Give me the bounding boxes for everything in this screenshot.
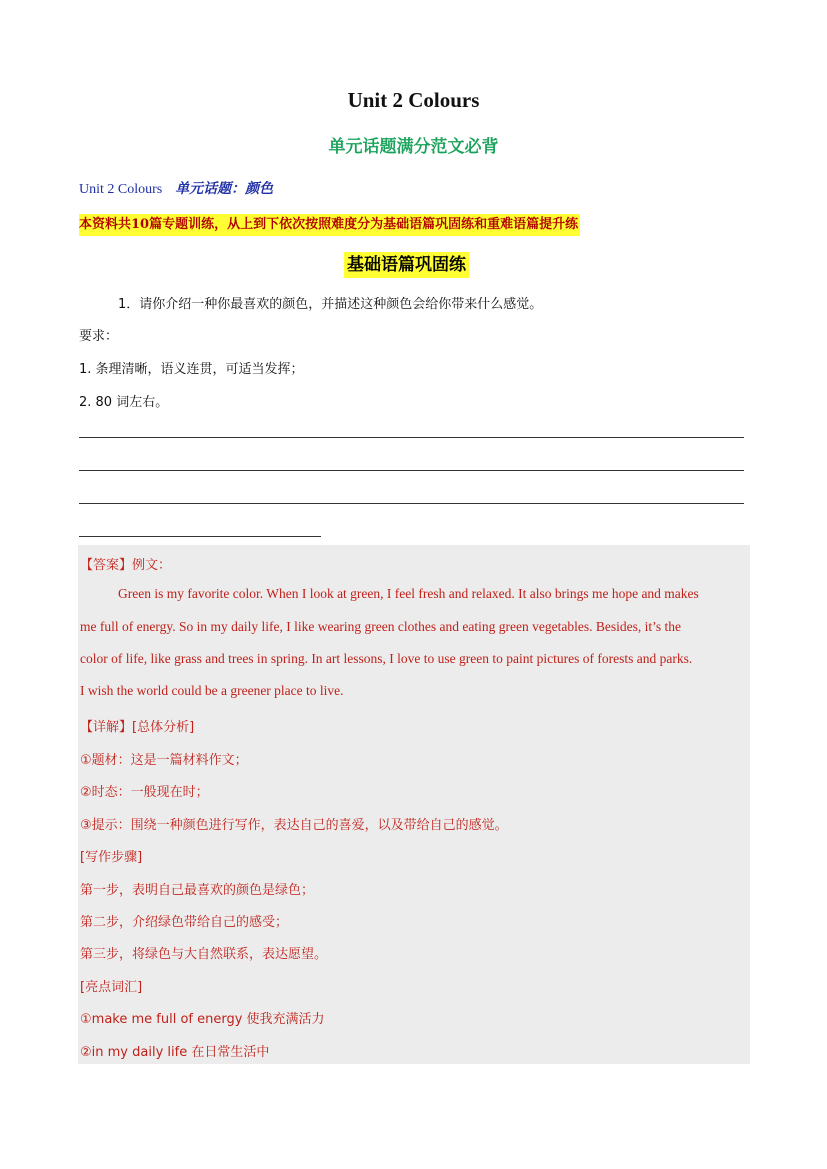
essay-line: me full of energy. So in my daily life, I like wearing green clothes and eating green vegetables. Besides, it’s the: [80, 619, 681, 634]
answer-writing-line[interactable]: [79, 437, 744, 438]
analysis-item: ②时态：一般现在时；: [80, 785, 209, 800]
requirements-label: 要求：: [79, 329, 119, 344]
requirement-1: 1. 条理清晰，语义连贯，可适当发挥；: [79, 362, 304, 377]
analysis-item: ①题材：这是一篇材料作文；: [80, 753, 248, 768]
essay-line: Green is my favorite color. When I look at green, I feel fresh and relaxed. It also brings me hope and makes: [118, 586, 699, 601]
essay-line: color of life, like grass and trees in spring. In art lessons, I love to use green to paint pictures of forests and parks.: [80, 651, 693, 666]
page-title: Unit 2 Colours: [347, 88, 480, 112]
step-item: 第二步，介绍绿色带给自己的感受；: [80, 915, 289, 930]
unit-topic: 单元话题：颜色: [175, 181, 274, 197]
step-item: 第一步，表明自己最喜欢的颜色是绿色；: [80, 883, 315, 898]
question-prompt: 1．请你介绍一种你最喜欢的颜色，并描述这种颜色会给你带来什么感觉。: [118, 297, 543, 312]
unit-topic-line: [79, 178, 273, 198]
vocab-item: ②in my daily life 在日常生活中: [80, 1045, 270, 1060]
section-heading: 基础语篇巩固练: [344, 252, 469, 278]
detail-label: 【详解】[总体分析]: [80, 720, 195, 735]
step-item: 第三步，将绿色与大自然联系，表达愿望。: [80, 947, 328, 962]
steps-label: [写作步骤]: [80, 850, 143, 865]
requirement-2: 2. 80 词左右。: [79, 395, 169, 410]
answer-label: 【答案】例文：: [80, 558, 172, 573]
page-subtitle: 单元话题满分范文必背: [328, 137, 499, 157]
essay-line: I wish the world could be a greener place to live.: [80, 683, 344, 698]
vocab-label: [亮点词汇]: [80, 980, 143, 995]
material-notice: 本资料共10篇专题训练，从上到下依次按照难度分为基础语篇巩固练和重难语篇提升练: [79, 214, 580, 236]
answer-writing-line[interactable]: [79, 503, 744, 504]
answer-writing-line[interactable]: [79, 536, 321, 537]
vocab-item: ①make me full of energy 使我充满活力: [80, 1012, 325, 1027]
answer-writing-line[interactable]: [79, 470, 744, 471]
unit-name: Unit 2 Colours: [79, 182, 163, 197]
analysis-item: ③提示：围绕一种颜色进行写作，表达自己的喜爱，以及带给自己的感觉。: [80, 818, 508, 833]
